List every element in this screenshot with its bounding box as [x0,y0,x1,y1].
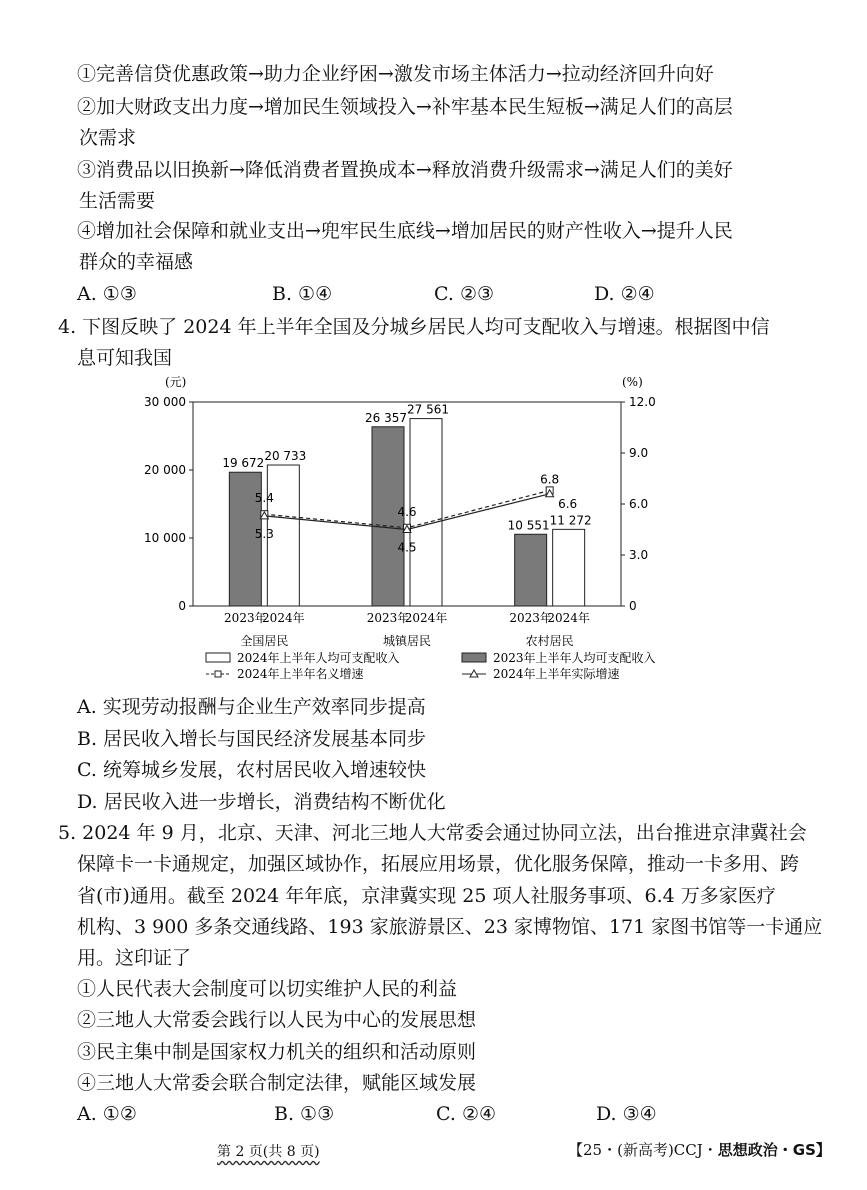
q5-stem-2: 保障卡一卡通规定，加强区域协作，拓展应用场景，优化服务保障，推动一卡多用、跨 [77,853,800,875]
group-label: 农村居民 [525,634,574,648]
q5-stem-5: 用。这印证了 [77,947,192,969]
q3-item-3: ③消费品以旧换新→降低消费者置换成本→释放消费升级需求→满足人们的美好 [77,159,733,181]
legend-swatch-2024 [206,653,230,662]
bar [553,529,585,606]
q3-option-b[interactable]: B. ①④ [272,283,333,305]
page-number: 第 2 页(共 8 页) [217,1144,320,1160]
q4-option-c[interactable]: C. 统筹城乡发展，农村居民收入增速较快 [77,759,426,781]
q5-item-2: ②三地人大常委会践行以人民为中心的发展思想 [77,1009,477,1031]
q5-item-1: ①人民代表大会制度可以切实维护人民的利益 [77,978,458,1000]
bar-year-label: 2023年 [366,611,410,625]
legend-label: 2024年上半年人均可支配收入 [237,651,400,665]
q4-option-d[interactable]: D. 居民收入进一步增长，消费结构不断优化 [77,791,446,813]
line-value-label: 4.5 [397,540,417,555]
q5-stem-3: 省(市)通用。截至 2024 年年底，京津冀实现 25 项人社服务事项、6.4 万多家医疗 [77,885,776,907]
left-tick-label: 0 [178,599,186,613]
right-tick-label: 6.0 [629,497,649,511]
q3-item-3-cont: 生活需要 [79,190,156,212]
q5-option-a[interactable]: A. ①② [77,1103,137,1125]
right-tick-label: 9.0 [629,446,649,460]
group-label: 全国居民 [240,634,289,648]
left-tick-label: 10 000 [144,531,186,545]
bar-value-label: 20 733 [264,449,307,464]
q5-item-3: ③民主集中制是国家权力机关的组织和活动原则 [77,1041,477,1063]
q4-option-a[interactable]: A. 实现劳动报酬与企业生产效率同步提高 [77,696,426,718]
q5-option-b[interactable]: B. ①③ [274,1103,335,1125]
bar-year-label: 2023年 [509,611,552,625]
q3-option-c[interactable]: C. ②③ [434,283,495,305]
legend-label: 2024年上半年名义增速 [237,667,364,681]
right-tick-label: 3.0 [629,548,649,562]
bar-year-label: 2024年 [547,611,590,625]
q5-stem-1: 5. 2024 年 9 月，北京、天津、河北三地人大常委会通过协同立法，出台推进京津冀社会 [58,822,807,844]
subject-label: 思想政治・GS】 [717,1141,831,1159]
exam-code-text: 【25・(新高考)CCJ・ [568,1141,718,1159]
bar-year-label: 2024年 [262,611,305,625]
exam-code [568,1139,831,1160]
q5-option-d[interactable]: D. ③④ [596,1103,657,1125]
q4-stem-2: 息可知我国 [77,347,173,369]
line-value-label: 6.8 [540,472,560,487]
legend-label: 2024年上半年实际增速 [493,667,620,681]
bar-value-label: 26 357 [365,410,407,425]
left-tick-label: 20 000 [144,463,186,477]
q3-item-2-cont: 次需求 [79,127,137,149]
line-value-label: 5.3 [254,526,274,541]
q5-item-4: ④三地人大常委会联合制定法律，赋能区域发展 [77,1072,477,1094]
q3-option-a[interactable]: A. ①③ [77,283,137,305]
legend-marker-square [215,671,221,677]
bar-year-label: 2024年 [404,611,448,625]
q5-option-c[interactable]: C. ②④ [436,1103,497,1125]
legend-swatch-2023 [462,653,486,662]
q4-option-b[interactable]: B. 居民收入增长与国民经济发展基本同步 [77,728,427,750]
line-value-label: 5.4 [254,491,274,506]
q3-item-4-cont: 群众的幸福感 [79,251,194,273]
legend-label: 2023年上半年人均可支配收入 [493,651,656,665]
q3-item-1: ①完善信贷优惠政策→助力企业纾困→激发市场主体活力→拉动经济回升向好 [77,63,714,85]
bar-value-label: 10 551 [507,518,550,533]
left-tick-label: 30 000 [144,395,186,409]
q3-item-4: ④增加社会保障和就业支出→兜牢民生底线→增加居民的财产性收入→提升人民 [77,220,733,242]
right-axis-unit: (%) [622,375,643,389]
group-label: 城镇居民 [382,634,432,648]
right-tick-label: 0 [629,599,637,613]
bar-year-label: 2023年 [224,611,267,625]
bar [515,534,547,606]
bar-value-label: 27 561 [407,402,449,417]
bar-value-label: 11 272 [549,513,592,528]
right-tick-label: 12.0 [629,395,656,409]
income-chart [144,368,670,693]
q3-option-d[interactable]: D. ②④ [594,283,655,305]
q3-item-2: ②加大财政支出力度→增加民生领域投入→补牢基本民生短板→满足人们的高层 [77,96,733,118]
line-value-label: 6.6 [558,496,578,511]
q5-stem-4: 机构、3 900 多条交通线路、193 家旅游景区、23 家博物馆、171 家图书馆等一卡通应 [77,916,823,938]
line-value-label: 4.6 [397,504,417,519]
income-chart-svg [144,368,670,693]
q4-stem-1: 4. 下图反映了 2024 年上半年全国及分城乡居民人均可支配收入与增速。根据图中信 [58,316,770,338]
left-axis-unit: (元) [165,375,187,389]
bar-value-label: 19 672 [222,456,265,471]
